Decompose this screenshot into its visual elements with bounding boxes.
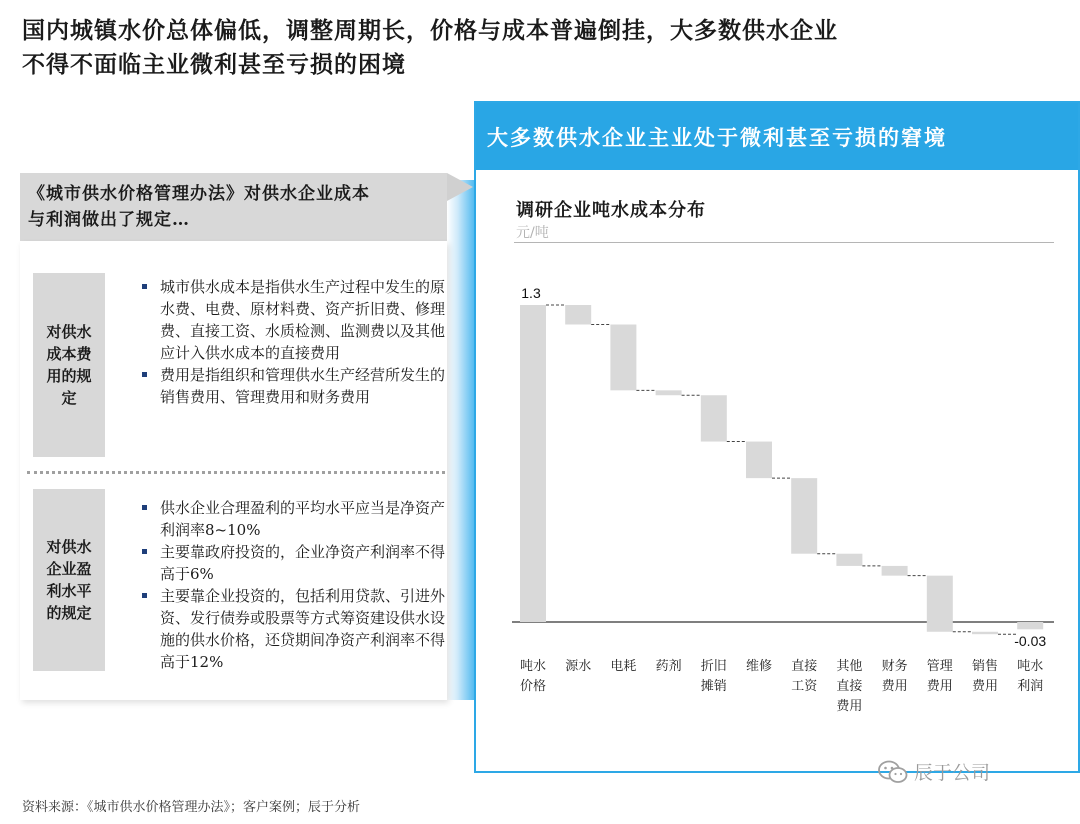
- category-label: 吨水利润: [1017, 659, 1044, 694]
- data-label: -0.03: [1014, 633, 1047, 649]
- waterfall-bar: [565, 305, 591, 325]
- category-label: 药剂: [655, 659, 682, 674]
- category-label: 源水: [565, 659, 592, 674]
- list-item: 主要靠企业投资的，包括利用贷款、引进外资、发行债券或股票等方式筹资建设供水设施的供水价格，还贷期间净资产利润率不得高于12%: [136, 585, 456, 673]
- chart-unit: 元/吨: [516, 225, 549, 241]
- section-divider: [27, 471, 445, 474]
- category-label: 其他直接费用: [836, 659, 863, 714]
- waterfall-bar: [791, 478, 817, 554]
- source-footnote: 资料来源：《城市供水价格管理办法》；客户案例；辰于分析: [22, 800, 361, 815]
- chart-title: 调研企业吨水成本分布: [516, 200, 706, 221]
- waterfall-bar: [836, 554, 862, 566]
- waterfall-bar: [610, 325, 636, 391]
- category-label: 折旧摊销: [700, 659, 727, 694]
- watermark-text: 辰于公司: [914, 762, 991, 784]
- category-label: 维修: [745, 659, 773, 674]
- category-label: 财务费用: [881, 659, 908, 694]
- category-label: 直接工资: [791, 659, 818, 694]
- page-headline: 国内城镇水价总体偏低，调整周期长，价格与成本普遍倒挂，大多数供水企业 不得不面临主业微利甚至亏损的困境: [22, 17, 838, 78]
- waterfall-bar: [746, 442, 772, 479]
- waterfall-bar: [927, 576, 953, 632]
- waterfall-bar: [520, 305, 546, 622]
- waterfall-bar: [1017, 622, 1043, 629]
- list-item: 主要靠政府投资的，企业净资产利润率不得高于6%: [136, 541, 456, 585]
- category-label: 销售费用: [971, 659, 999, 694]
- connector-arrow-tip: [447, 173, 473, 201]
- regulation-header: 《城市供水价格管理办法》对供水企业成本 与利润做出了规定…: [20, 173, 447, 241]
- wechat-icon: [878, 759, 908, 785]
- category-label: 电耗: [610, 659, 637, 674]
- waterfall-bar: [701, 395, 727, 441]
- list-item: 供水企业合理盈利的平均水平应当是净资产利润率8~10%: [136, 497, 456, 541]
- cost-rule-label: 对供水 成本费 用的规 定: [33, 273, 105, 457]
- chart-panel-header: 大多数供水企业主业处于微利甚至亏损的窘境: [476, 103, 1078, 170]
- chart-panel: [474, 101, 1080, 773]
- list-item: 费用是指组织和管理供水生产经营所发生的销售费用、管理费用和财务费用: [136, 364, 456, 408]
- profit-rule-label: 对供水 企业盈 利水平 的规定: [33, 489, 105, 671]
- waterfall-bar: [972, 632, 998, 634]
- category-label: 吨水价格: [519, 659, 547, 694]
- list-item: 城市供水成本是指供水生产过程中发生的原水费、电费、原材料费、资产折旧费、修理费、直接工资、水质检测、监测费以及其他应计入供水成本的直接费用: [136, 276, 456, 364]
- waterfall-bar: [656, 390, 682, 395]
- data-label: 1.3: [521, 285, 541, 301]
- watermark: [878, 758, 990, 785]
- category-label: 管理费用: [926, 659, 953, 694]
- waterfall-chart: [476, 103, 1078, 771]
- profit-rule-list: [136, 497, 456, 673]
- cost-rule-list: [136, 276, 456, 408]
- waterfall-bar: [882, 566, 908, 576]
